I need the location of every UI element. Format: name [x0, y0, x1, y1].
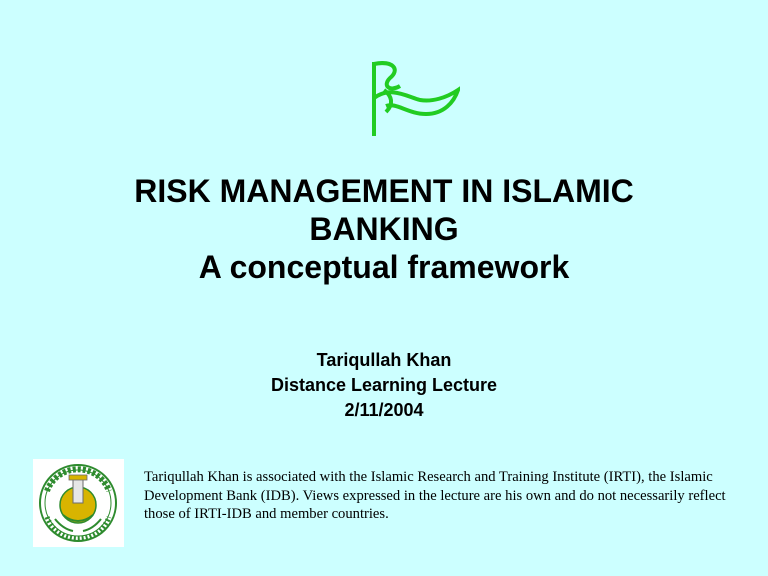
- author-name: Tariqullah Khan: [316, 350, 452, 370]
- lecture-name: Distance Learning Lecture: [270, 375, 498, 395]
- disclaimer-text: Tariqullah Khan is associated with the Islamic Research and Training Institute (IRTI), the Islamic Development Bank (IDB). Views expressed in the lecture are his own and do not necessarily reflect those of IRTI-IDB and member countries.: [144, 469, 726, 522]
- title-line-2: BANKING: [309, 211, 459, 247]
- title-line-1: RISK MANAGEMENT IN ISLAMIC: [134, 173, 634, 209]
- idb-logo: [33, 459, 124, 547]
- title-line-3: A conceptual framework: [198, 249, 570, 285]
- slide-title: [84, 172, 684, 286]
- flag-icon: [360, 56, 460, 138]
- author-block: [184, 348, 584, 423]
- lecture-date: 2/11/2004: [344, 400, 424, 420]
